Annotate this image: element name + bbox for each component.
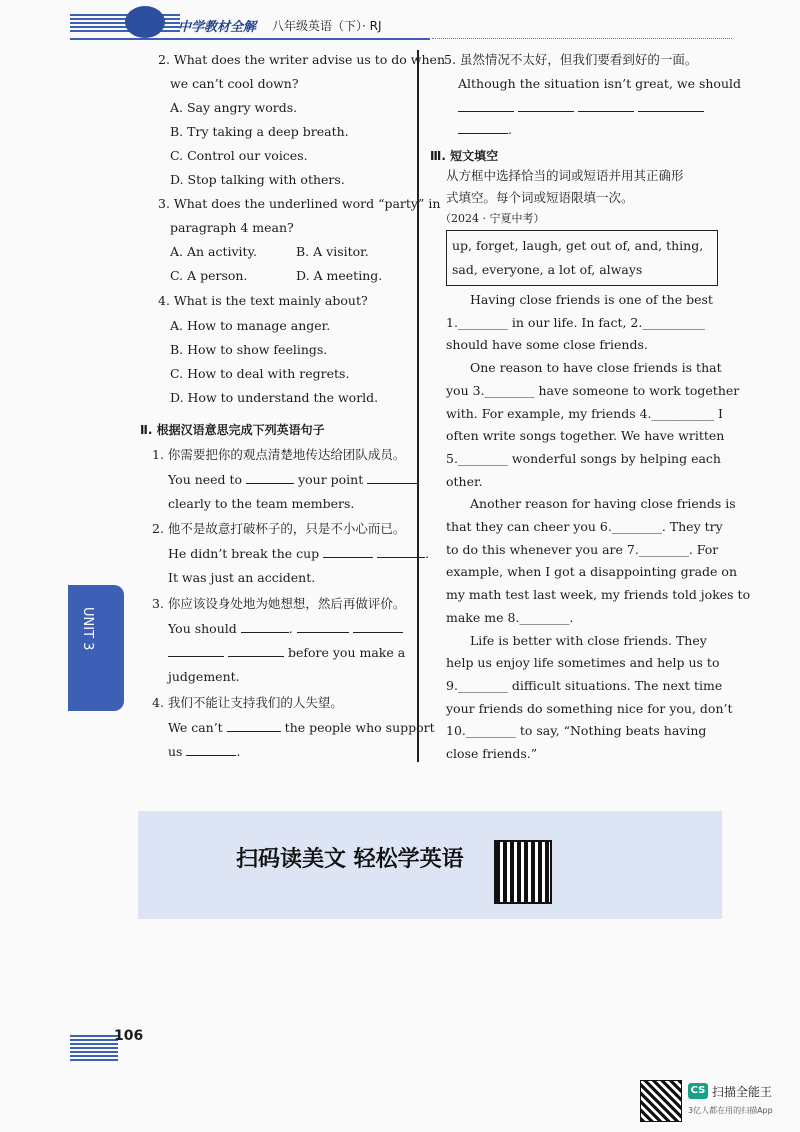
scanner-tagline: 3亿人都在用的扫描App [688, 1106, 773, 1115]
q4-option-b: B. How to show feelings. [170, 342, 328, 357]
header-dotted-rule [432, 38, 732, 39]
scanner-app-name: 扫描全能王 [712, 1085, 773, 1099]
s1-english: You need to your point [168, 468, 417, 492]
q3-stem-1: 3. What does the underlined word “party” in [158, 196, 441, 211]
q3-option-c: C. A person. [170, 268, 248, 283]
word-bank-line-1: up, forget, laugh, get out of, and, thing, [452, 238, 704, 253]
book-logo-icon [125, 6, 165, 38]
s3-english: You should . [168, 617, 403, 641]
passage-line: make me 8.________. [446, 609, 574, 625]
q4-stem: 4. What is the text mainly about? [158, 293, 368, 308]
passage-line: my math test last week, my friends told jokes to [446, 587, 751, 603]
passage-line: often write songs together. We have written [446, 428, 725, 444]
q2-option-b: B. Try taking a deep breath. [170, 124, 349, 139]
q2-option-c: C. Control our voices. [170, 148, 308, 163]
q3-option-b: B. A visitor. [296, 244, 369, 259]
passage-line: other. [446, 473, 483, 489]
passage-line: your friends do something nice for you, don’t [446, 700, 733, 716]
q4-option-c: C. How to deal with regrets. [170, 366, 350, 381]
q4-option-a: A. How to manage anger. [170, 318, 331, 333]
s5-blanks [458, 96, 704, 120]
passage-line: 9.________ difficult situations. The next time [446, 677, 723, 693]
s2-english: He didn’t break the cup . [168, 546, 430, 561]
q2-stem-2: we can’t cool down? [170, 76, 299, 91]
s3-chinese: 3. 你应该设身处地为她想想，然后再做评价。 [152, 596, 406, 611]
passage-line: to do this whenever you are 7.________. For [446, 541, 719, 557]
passage-line: that they can cheer you 6.________. They try [446, 519, 723, 534]
s1-english-2: clearly to the team members. [168, 496, 355, 511]
passage-line: you 3.________ have someone to work together [446, 382, 740, 398]
camscanner-logo-icon: CS [688, 1083, 708, 1099]
unit-tab-label: UNIT 3 [80, 607, 95, 651]
section-2-title: Ⅱ. 根据汉语意思完成下列英语句子 [140, 423, 325, 437]
passage-line: close friends.” [446, 746, 538, 761]
column-divider [417, 50, 419, 762]
q2-option-a: A. Say angry words. [170, 100, 298, 115]
banner-slogan: 扫码读美文 轻松学英语 [236, 847, 464, 872]
s5-english: Although the situation isn’t great, we should [458, 76, 741, 91]
passage-line: help us enjoy life sometimes and help us to [446, 655, 720, 671]
qr-code-icon[interactable] [494, 840, 552, 904]
s5-chinese: 5. 虽然情况不太好，但我们要看到好的一面。 [444, 52, 698, 67]
s4-english: We can’t the people who support [168, 720, 435, 735]
word-bank-line-2: sad, everyone, a lot of, always [452, 262, 643, 277]
q2-option-d: D. Stop talking with others. [170, 172, 345, 187]
q3-stem-2: paragraph 4 mean? [170, 220, 294, 235]
s1-chinese: 1. 你需要把你的观点清楚地传达给团队成员。 [152, 447, 406, 462]
passage-line: should have some close friends. [446, 337, 648, 353]
passage-line: Life is better with close friends. They [470, 632, 707, 648]
passage-line: Another reason for having close friends is [470, 496, 736, 512]
passage-line: example, when I got a disappointing grade on [446, 564, 737, 580]
page-number: 106 [114, 1028, 144, 1044]
header-rule [70, 38, 430, 40]
s3-english-2: before you make a [168, 641, 405, 665]
passage-line: 5.________ wonderful songs by helping each [446, 450, 721, 466]
q2-stem-1: 2. What does the writer advise us to do when [158, 52, 446, 67]
s2-english-2: It was just an accident. [168, 570, 316, 585]
passage-line: with. For example, my friends 4.__________ I [446, 405, 723, 421]
passage-line: 1.________ in our life. In fact, 2.__________ [446, 314, 705, 330]
s3-english-3: judgement. [168, 669, 240, 684]
section-3-instruction-1: 从方框中选择恰当的词或短语并用其正确形 [446, 168, 684, 183]
book-subtitle: 八年级英语（下）· RJ [272, 19, 382, 33]
passage-line: One reason to have close friends is that [470, 360, 722, 376]
book-title: 中学教材全解 [178, 20, 257, 35]
s5-blanks-2: . [458, 118, 512, 142]
passage-line: 10.________ to say, “Nothing beats having [446, 723, 707, 739]
s4-chinese: 4. 我们不能让支持我们的人失望。 [152, 695, 343, 710]
unit-tab [68, 585, 124, 711]
s2-chinese: 2. 他不是故意打破杯子的，只是不小心而已。 [152, 521, 406, 536]
scanner-qr-icon [640, 1080, 682, 1122]
source-tag: （2024 · 宁夏中考） [440, 212, 545, 225]
q3-option-d: D. A meeting. [296, 268, 383, 283]
q3-option-a: A. An activity. [170, 244, 257, 259]
s4-english-2: us . [168, 744, 241, 759]
section-3-instruction-2: 式填空。每个词或短语限填一次。 [446, 190, 634, 205]
q4-option-d: D. How to understand the world. [170, 390, 379, 405]
section-3-title: Ⅲ. 短文填空 [430, 149, 499, 163]
passage-line: Having close friends is one of the best [470, 292, 713, 307]
page-number-stripes [70, 1035, 118, 1061]
